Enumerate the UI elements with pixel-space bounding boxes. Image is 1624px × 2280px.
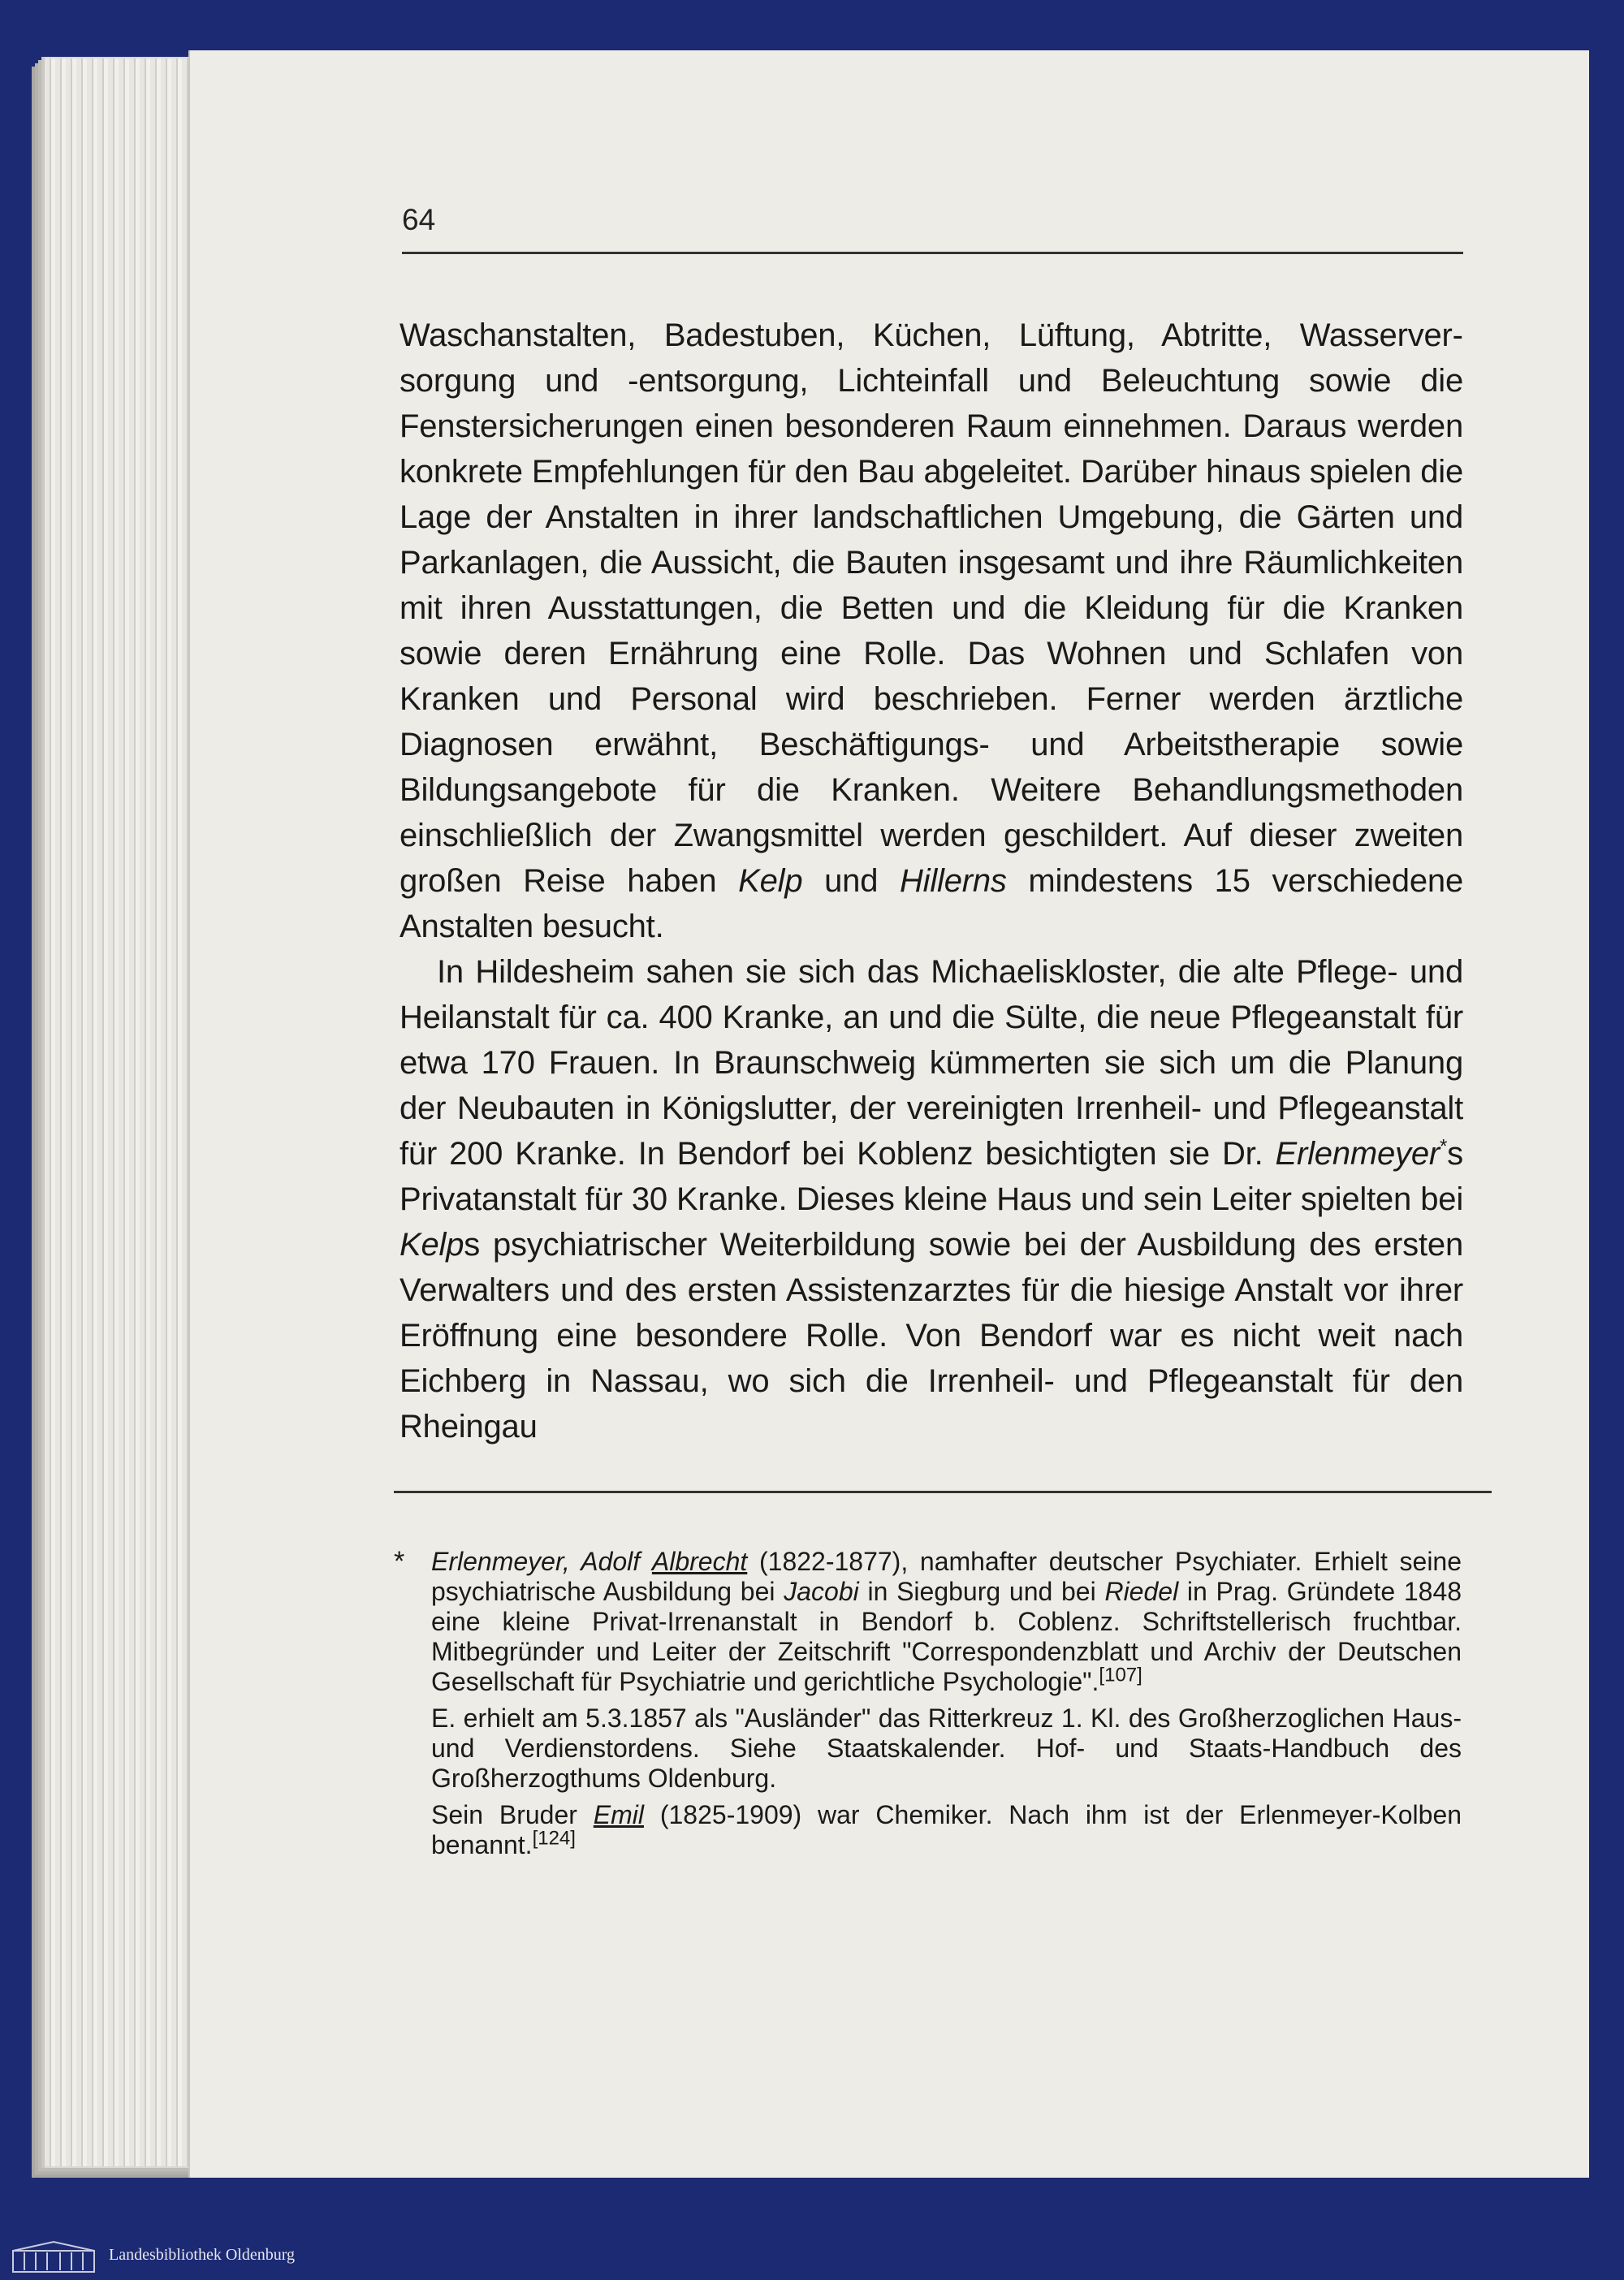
reference-107[interactable]: [107] [1099,1664,1142,1686]
name-erlenmeyer: Erlenmeyer [1275,1136,1440,1172]
header-rule [402,252,1463,254]
name-hillerns: Hillerns [899,863,1007,899]
paragraph-2: In Hildesheim sahen sie sich das Michaeliskloster, die alte Pflege- und Heilanstalt für ca. 400 Kranke, an und die Sülte, die neue Pflegeanstalt für etwa 170 Frauen. In Braunschweig kümmerten sie sich um die Planung der Neubauten in Königslutter, der vereinigten Irrenheil- und Pflegeanstalt für 200 Kranke. In Bendorf bei Koblenz besichtigten sie Dr. Erlenmeyer*s Privatanstalt für 30 Kranke. Dieses kleine Haus und sein Leiter spielten bei Kelps psychiatrischer Weiterbildung sowie bei der Ausbildung des ersten Verwalters und des ersten Assistenzarztes für die hiesige Anstalt vor ihrer Eröffnung eine besondere Rolle. Von Bendorf war es nicht weit nach Eichberg in Nassau, wo sich die Irrenheil- und Pflegeanstalt für den Rheingau [400,954,1463,1444]
body-text [400,313,1463,1449]
library-label[interactable]: Landesbibliothek Oldenburg [109,2246,296,2264]
paragraph-1: Waschanstalten, Badestuben, Küchen, Lüftung, Abtritte, Wasserversorgung und -entsorgung, Lichteinfall und Beleuchtung sowie die Fenstersicherungen einen besonderen Raum einnehmen. Daraus werden konkrete Empfehlungen für den Bau abgeleitet. Darüber hinaus spielen die Lage der Anstalten in ihrer landschaftlichen Umgebung, die Gärten und Parkanlagen, die Aussicht, die Bauten insgesamt und ihre Räumlichkeiten mit ihren Ausstattungen, die Betten und die Kleidung für die Kranken sowie deren Ernährung eine Rolle. Das Wohnen und Schlafen von Kranken und Personal wird beschrieben. Ferner werden ärztliche Diagnosen erwähnt, Beschäftigungs- und Arbeitstherapie sowie Bildungsangebote für die Kranken. Weitere Behandlungsmethoden einschließlich der Zwangsmittel werden geschildert. Auf dieser zweiten großen Reise haben Kelp und Hillerns mindestens 15 verschiedene Anstalten besucht. [400,317,1463,944]
link-albrecht[interactable]: Albrecht [651,1547,748,1576]
footnote [394,1547,1462,1867]
footnote-body [431,1547,1462,1860]
footnote-paragraph-3: Sein Bruder Emil (1825-1909) war Chemiker. Nach ihm ist der Erlenmeyer-Kolben benannt.[124] [431,1800,1462,1859]
footnote-rule [394,1491,1492,1493]
name-kelp: Kelp [738,863,803,899]
link-emil[interactable]: Emil [593,1800,644,1829]
name-kelp: Kelp [400,1227,464,1263]
footnote-star: * [394,1546,405,1577]
footnote-paragraph-2: E. erhielt am 5.3.1857 als "Ausländer" das Ritterkreuz 1. Kl. des Großherzoglichen Haus- und Verdienstordens. Siehe Staatskalender. Hof- und Staats-Handbuch des Großherzogthums Oldenburg. [431,1704,1462,1793]
page-edges [45,58,191,2166]
library-building-icon [10,2239,97,2275]
footnote-marker[interactable]: * [1440,1135,1448,1158]
footnote-paragraph-1: Erlenmeyer, Adolf Albrecht (1822-1877), namhafter deutscher Psychiater. Erhielt seine psychiatrische Ausbildung bei Jacobi in Siegburg und bei Riedel in Prag. Gründete 1848 eine kleine Privat-Irrenanstalt in Bendorf b. Coblenz. Schriftstellerisch fruchtbar. Mitbegründer und Leiter der Zeitschrift "Correspondenzblatt und Archiv der Deutschen Gesellschaft für Psychiatrie und gerichtliche Psychologie".[107] [431,1547,1462,1696]
word-und: und [824,863,879,899]
page-number: 64 [402,203,436,236]
reference-124[interactable]: [124] [532,1827,576,1850]
